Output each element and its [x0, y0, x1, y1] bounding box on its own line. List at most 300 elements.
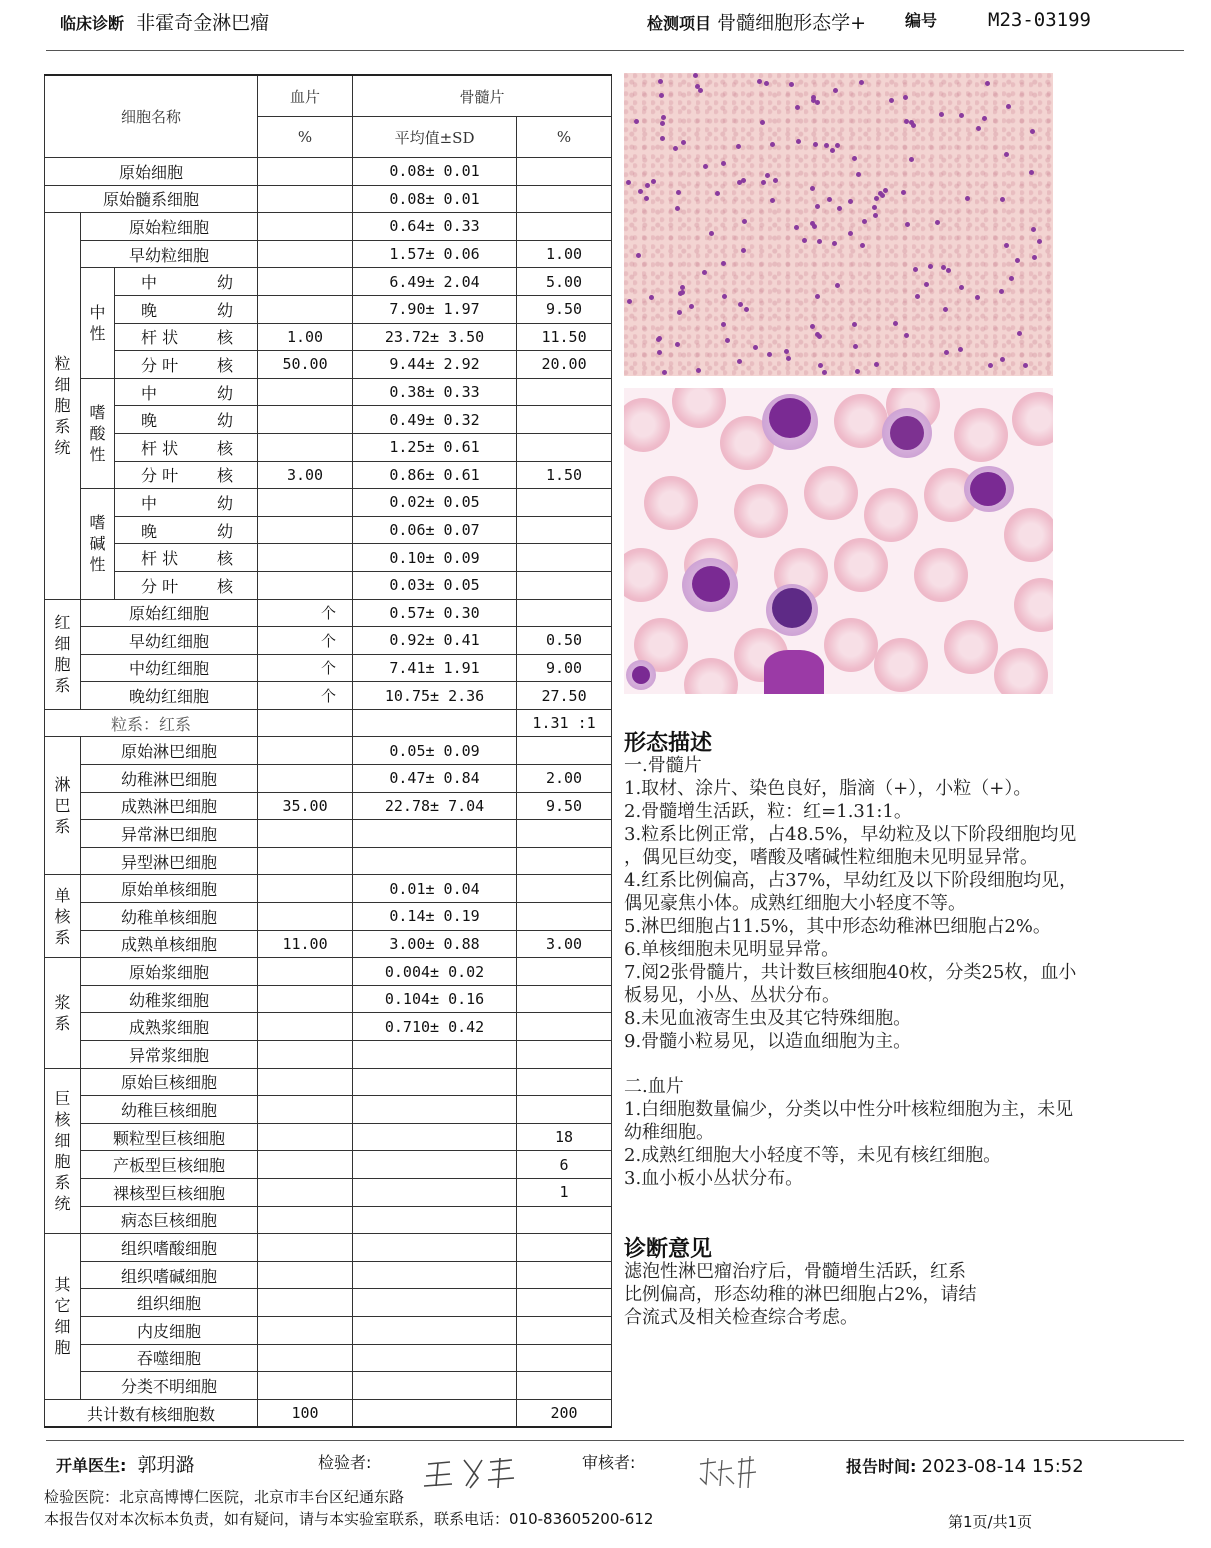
- report-time-value: 2023-08-14 15:52: [921, 1456, 1084, 1477]
- cell-dot: [634, 119, 639, 124]
- cell-dot: [835, 143, 840, 148]
- cell-name: [115, 489, 258, 517]
- marrow-percent: [517, 1234, 612, 1262]
- blood-percent: [258, 958, 353, 986]
- marrow-mean-sd: 0.86± 0.61: [353, 461, 517, 489]
- cell-stage-suffix: 幼: [217, 521, 234, 541]
- table-row: [45, 1372, 612, 1400]
- text-line: 3.血小板小丛状分布。: [624, 1168, 804, 1189]
- text-line: 5.淋巴细胞占11.5%，其中形态幼稚淋巴细胞占2%。: [624, 916, 1051, 937]
- cell-dot: [982, 116, 987, 121]
- blood-percent: [258, 1151, 353, 1179]
- cell-dot: [661, 115, 666, 120]
- cell-dot: [813, 142, 818, 147]
- cell-dot: [657, 350, 662, 355]
- cell-stage: 中: [141, 383, 158, 403]
- marrow-percent: [517, 1344, 612, 1372]
- blood-percent: [258, 1372, 353, 1400]
- cell-dot: [873, 213, 878, 218]
- cell-dot: [681, 140, 686, 145]
- cell-dot: [1017, 331, 1022, 336]
- cell-stage-suffix: 核: [217, 576, 234, 596]
- cell-dot: [802, 238, 807, 243]
- cell-dot: [638, 189, 643, 194]
- cell-name: 异常淋巴细胞: [81, 820, 258, 848]
- marrow-percent: [517, 1289, 612, 1317]
- blood-percent: [258, 1013, 353, 1041]
- text-line: 3.粒系比例正常，占48.5%，早幼粒及以下阶段细胞均见: [624, 824, 1077, 845]
- diagnosis-label: 临床诊断: [60, 14, 125, 33]
- cell-dot: [815, 204, 820, 209]
- marrow-mean-sd: 0.92± 0.41: [353, 627, 517, 655]
- cell-dot: [721, 322, 726, 327]
- marrow-percent: [517, 1316, 612, 1344]
- cell-dot: [1030, 129, 1035, 134]
- table-row: [45, 985, 612, 1013]
- cell-name: 成熟单核细胞: [81, 930, 258, 958]
- marrow-mean-sd: 0.05± 0.09: [353, 737, 517, 765]
- cell-dot: [939, 112, 944, 117]
- cell-name: [115, 295, 258, 323]
- cell-dot: [786, 356, 791, 361]
- cell-dot: [903, 95, 908, 100]
- marrow-percent: 1.50: [517, 461, 612, 489]
- blood-percent: [258, 1316, 353, 1344]
- blood-percent: [258, 1344, 353, 1372]
- table-row: [45, 847, 612, 875]
- cell-dot: [1000, 197, 1005, 202]
- cell-dot: [1006, 104, 1011, 109]
- blood-percent: [258, 240, 353, 268]
- cell-stage-suffix: 核: [217, 355, 234, 375]
- cell-dot: [815, 294, 820, 299]
- marrow-smear-low-power-image: [624, 73, 1053, 376]
- cell-dot: [837, 206, 842, 211]
- table-row: [45, 1261, 612, 1289]
- cell-stage-suffix: 幼: [217, 300, 234, 320]
- header-marrow-percent: %: [517, 117, 612, 158]
- marrow-mean-sd: [353, 1151, 517, 1179]
- cell-dot: [736, 144, 741, 149]
- cell-name: 原始细胞: [45, 158, 258, 186]
- cell-dot: [703, 164, 708, 169]
- marrow-percent: 11.50: [517, 323, 612, 351]
- cell-stage: 杆 状: [141, 328, 179, 348]
- marrow-percent: [517, 489, 612, 517]
- marrow-mean-sd: 0.10± 0.09: [353, 544, 517, 572]
- cell-dot: [676, 190, 681, 195]
- cell-stage: 晚: [141, 521, 158, 541]
- marrow-percent: 2.00: [517, 765, 612, 793]
- cell-dot: [848, 231, 853, 236]
- cell-name: 裸核型巨核细胞: [81, 1178, 258, 1206]
- table-row: [45, 627, 612, 655]
- blood-percent: [258, 1123, 353, 1151]
- cell-dot: [818, 363, 823, 368]
- report-time-label: 报告时间:: [846, 1457, 917, 1476]
- cell-dot: [822, 370, 827, 375]
- cell-stage-suffix: 核: [217, 466, 234, 486]
- marrow-mean-sd: [353, 1289, 517, 1317]
- blood-percent: [258, 709, 353, 737]
- marrow-mean-sd: [353, 1344, 517, 1372]
- cell-dot: [725, 338, 730, 343]
- blood-percent: [258, 1068, 353, 1096]
- cell-dot: [693, 73, 698, 78]
- cell-dot: [721, 161, 726, 166]
- marrow-percent: 9.50: [517, 792, 612, 820]
- cell-stage-suffix: 幼: [217, 273, 234, 293]
- cell-dot: [988, 363, 993, 368]
- cell-dot: [856, 172, 861, 177]
- cell-dot: [944, 350, 949, 355]
- cell-dot: [702, 270, 707, 275]
- blood-percent: [258, 737, 353, 765]
- cell-stage: 晚: [141, 300, 158, 320]
- text-line: 1.白细胞数量偏少，分类以中性分叶核粒细胞为主，未见: [624, 1099, 1074, 1120]
- marrow-percent: [517, 1013, 612, 1041]
- cell-name: 病态巨核细胞: [81, 1206, 258, 1234]
- marrow-percent: [517, 1041, 612, 1069]
- blood-percent: [258, 765, 353, 793]
- marrow-mean-sd: 0.08± 0.01: [353, 185, 517, 213]
- cell-name: 幼稚淋巴细胞: [81, 765, 258, 793]
- table-row: [45, 765, 612, 793]
- marrow-percent: 18: [517, 1123, 612, 1151]
- cell-dot: [722, 294, 727, 299]
- id-label: 编号: [905, 11, 938, 30]
- header-blood: 血片: [258, 75, 353, 117]
- marrow-mean-sd: 10.75± 2.36: [353, 682, 517, 710]
- cell-name: 原始巨核细胞: [81, 1068, 258, 1096]
- morphology-title: 形态描述: [624, 730, 713, 756]
- cell-name: 原始粒细胞: [81, 213, 258, 241]
- cell-name: 内皮细胞: [81, 1316, 258, 1344]
- table-row: [45, 709, 612, 737]
- blood-heading: 二.血片: [624, 1076, 684, 1097]
- cell-dot: [943, 307, 948, 312]
- cell-dot: [636, 253, 641, 258]
- marrow-mean-sd: [353, 709, 517, 737]
- marrow-mean-sd: 9.44± 2.92: [353, 351, 517, 379]
- cell-dot: [852, 156, 857, 161]
- cell-stage: 杆 状: [141, 438, 179, 458]
- table-row: [45, 1206, 612, 1234]
- unit-label: 个: [258, 654, 353, 682]
- table-row: [45, 516, 612, 544]
- cell-dot: [848, 199, 853, 204]
- marrow-mean-sd: 1.57± 0.06: [353, 240, 517, 268]
- cell-dot: [959, 113, 964, 118]
- cell-dot: [1037, 239, 1042, 244]
- cell-name: 晚幼红细胞: [81, 682, 258, 710]
- table-row: [45, 903, 612, 931]
- marrow-mean-sd: 0.38± 0.33: [353, 378, 517, 406]
- blood-percent: [258, 516, 353, 544]
- cell-dot: [901, 190, 906, 195]
- cell-name: 成熟浆细胞: [81, 1013, 258, 1041]
- cell-dot: [656, 337, 661, 342]
- cell-dot: [770, 198, 775, 203]
- marrow-percent: 3.00: [517, 930, 612, 958]
- marrow-mean-sd: [353, 1068, 517, 1096]
- cell-dot: [764, 81, 769, 86]
- table-row: [45, 378, 612, 406]
- table-row: [45, 1178, 612, 1206]
- table-row: [45, 1344, 612, 1372]
- blood-percent: [258, 406, 353, 434]
- header-cell-name: 细胞名称: [45, 75, 258, 158]
- cell-dot: [737, 359, 742, 364]
- marrow-percent: 1.00: [517, 240, 612, 268]
- reviewer-label: 审核者:: [582, 1453, 636, 1472]
- blood-percent: [258, 544, 353, 572]
- marrow-percent: [517, 433, 612, 461]
- marrow-percent: [517, 1206, 612, 1234]
- header-mean-sd: 平均值±SD: [353, 117, 517, 158]
- marrow-mean-sd: 0.64± 0.33: [353, 213, 517, 241]
- cell-stage: 分 叶: [141, 576, 179, 596]
- table-row: [45, 1151, 612, 1179]
- disclaimer-line: 本报告仅对本次标本负责，如有疑问，请与本实验室联系，联系电话：010-83605200-612: [44, 1510, 654, 1528]
- cell-dot: [904, 119, 909, 124]
- cell-name: 颗粒型巨核细胞: [81, 1123, 258, 1151]
- cell-name: 粒系：红系: [45, 709, 258, 737]
- cell-dot: [924, 282, 929, 287]
- blood-percent: [258, 489, 353, 517]
- footer-divider: [46, 1440, 1184, 1441]
- cell-name: 分类不明细胞: [81, 1372, 258, 1400]
- marrow-percent: [517, 544, 612, 572]
- text-line: 7.阅2张骨髓片，共计数巨核细胞40枚，分类25枚，血小: [624, 962, 1077, 983]
- marrow-percent: [517, 185, 612, 213]
- cell-name: 成熟淋巴细胞: [81, 792, 258, 820]
- marrow-percent: [517, 158, 612, 186]
- cell-dot: [753, 345, 758, 350]
- cell-dot: [965, 196, 970, 201]
- cell-dot: [1031, 227, 1036, 232]
- cell-dot: [709, 231, 714, 236]
- hospital-line: 检验医院：北京高博博仁医院，北京市丰台区纪通东路: [44, 1488, 405, 1506]
- cell-name: [115, 378, 258, 406]
- marrow-percent: [517, 599, 612, 627]
- cell-dot: [741, 248, 746, 253]
- cell-name: 幼稚单核细胞: [81, 903, 258, 931]
- cell-dot: [765, 173, 770, 178]
- cell-dot: [741, 178, 746, 183]
- marrow-mean-sd: [353, 847, 517, 875]
- diagnosis-value: 非霍奇金淋巴瘤: [136, 12, 270, 34]
- cell-dot: [872, 205, 877, 210]
- cell-dot: [999, 289, 1004, 294]
- marrow-percent: [517, 378, 612, 406]
- marrow-mean-sd: 6.49± 2.04: [353, 268, 517, 296]
- text-line: 9.骨髓小粒易见，以造血细胞为主。: [624, 1031, 912, 1052]
- cell-dot: [878, 191, 883, 196]
- cell-dot: [810, 221, 815, 226]
- cell-dot: [1015, 258, 1020, 263]
- table-row: [45, 820, 612, 848]
- cell-dot: [696, 368, 701, 373]
- marrow-mean-sd: 0.03± 0.05: [353, 571, 517, 599]
- cell-dot: [976, 126, 981, 131]
- cell-dot: [658, 79, 663, 84]
- cell-dot: [975, 295, 980, 300]
- cell-dot: [689, 304, 694, 309]
- blood-percent: 11.00: [258, 930, 353, 958]
- text-line: 4.红系比例偏高，占37%，早幼红及以下阶段细胞均见，: [624, 870, 1078, 891]
- table-row: [45, 544, 612, 572]
- marrow-mean-sd: 0.47± 0.84: [353, 765, 517, 793]
- marrow-percent: [517, 571, 612, 599]
- marrow-mean-sd: 0.02± 0.05: [353, 489, 517, 517]
- marrow-mean-sd: [353, 1123, 517, 1151]
- subgroup-basophil: 嗜碱性: [81, 489, 115, 599]
- cell-dot: [941, 265, 946, 270]
- table-row: [45, 213, 612, 241]
- blood-percent: [258, 378, 353, 406]
- cell-name: [115, 268, 258, 296]
- cell-dot: [959, 285, 964, 290]
- marrow-percent: 1: [517, 1178, 612, 1206]
- cell-dot: [958, 347, 963, 352]
- table-row: [45, 1234, 612, 1262]
- text-line: 滤泡性淋巴瘤治疗后，骨髓增生活跃，红系: [624, 1261, 966, 1282]
- doctor-value: 郭玥潞: [137, 1454, 195, 1476]
- cell-stage-suffix: 幼: [217, 411, 234, 431]
- marrow-percent: 20.00: [517, 351, 612, 379]
- cell-dot: [796, 139, 801, 144]
- marrow-mean-sd: [353, 1399, 517, 1427]
- cell-dot: [946, 268, 951, 273]
- cell-dot: [928, 264, 933, 269]
- marrow-smear-high-power-image: [624, 388, 1053, 694]
- cell-dot: [698, 88, 703, 93]
- cell-stage: 分 叶: [141, 466, 179, 486]
- blood-percent: [258, 571, 353, 599]
- cell-name: 早幼粒细胞: [81, 240, 258, 268]
- table-row: [45, 1399, 612, 1427]
- marrow-percent: [517, 737, 612, 765]
- text-line: 2.骨髓增生活跃，粒：红=1.31:1。: [624, 801, 912, 822]
- cell-dot: [909, 157, 914, 162]
- doctor-field: [56, 1450, 195, 1477]
- table-row: [45, 489, 612, 517]
- cell-dot: [659, 93, 664, 98]
- marrow-percent: 5.00: [517, 268, 612, 296]
- table-row: [45, 958, 612, 986]
- cell-dot: [852, 322, 857, 327]
- cell-dot: [651, 179, 656, 184]
- cell-dot: [680, 290, 685, 295]
- cell-dot: [811, 98, 816, 103]
- blood-percent: [258, 268, 353, 296]
- table-row: [45, 571, 612, 599]
- cell-name: 吞噬细胞: [81, 1344, 258, 1372]
- cell-dot: [905, 222, 910, 227]
- cell-dot: [915, 294, 920, 299]
- text-line: 6.单核细胞未见明显异常。: [624, 939, 840, 960]
- table-row: [45, 792, 612, 820]
- morphology-text: [624, 754, 1077, 1053]
- subgroup-eosinophil: 嗜酸性: [81, 378, 115, 488]
- cell-dot: [675, 342, 680, 347]
- unit-label: 个: [258, 682, 353, 710]
- marrow-percent: [517, 1372, 612, 1400]
- cell-stage-suffix: 核: [217, 549, 234, 569]
- blood-percent: 1.00: [258, 323, 353, 351]
- cell-dot: [645, 183, 650, 188]
- marrow-mean-sd: [353, 1178, 517, 1206]
- table-row: [45, 1123, 612, 1151]
- table-row: [45, 268, 612, 296]
- text-line: 板易见，小丛、丛状分布。: [624, 985, 840, 1006]
- blood-percent: [258, 1041, 353, 1069]
- table-row: [45, 599, 612, 627]
- blood-percent: [258, 1234, 353, 1262]
- table-row: [45, 295, 612, 323]
- cell-dot: [853, 344, 858, 349]
- blood-smear-text: [624, 1075, 1073, 1190]
- page-info: 第1页/共1页: [948, 1513, 1033, 1531]
- cell-name: [115, 461, 258, 489]
- marrow-mean-sd: [353, 1234, 517, 1262]
- cell-stage: 中: [141, 273, 158, 293]
- blood-percent: [258, 1289, 353, 1317]
- cell-dot: [1009, 276, 1014, 281]
- marrow-percent: [517, 903, 612, 931]
- cell-name: [115, 433, 258, 461]
- marrow-percent: [517, 820, 612, 848]
- cell-dot: [855, 369, 860, 374]
- cell-dot: [1029, 170, 1034, 175]
- group-other: 其它细胞: [45, 1234, 81, 1400]
- cell-dot: [649, 295, 654, 300]
- cell-dot: [904, 333, 909, 338]
- cell-dot: [860, 243, 865, 248]
- marrow-mean-sd: 0.08± 0.01: [353, 158, 517, 186]
- diagnosis-title: 诊断意见: [624, 1236, 713, 1262]
- blood-percent: [258, 1261, 353, 1289]
- cell-dot: [761, 180, 766, 185]
- marrow-percent: [517, 847, 612, 875]
- blood-percent: [258, 295, 353, 323]
- marrow-percent: 1.31 :1: [517, 709, 612, 737]
- cell-dot: [835, 283, 840, 288]
- marrow-mean-sd: 0.57± 0.30: [353, 599, 517, 627]
- cell-dot: [673, 146, 678, 151]
- cell-name: 早幼红细胞: [81, 627, 258, 655]
- cell-dot: [770, 142, 775, 147]
- table-row: [45, 1289, 612, 1317]
- cell-name: 原始淋巴细胞: [81, 737, 258, 765]
- cell-dot: [795, 105, 800, 110]
- table-row: [45, 654, 612, 682]
- reviewer-signature: [696, 1454, 760, 1492]
- table-row: [45, 1013, 612, 1041]
- cell-dot: [911, 123, 916, 128]
- cell-name: 中幼红细胞: [81, 654, 258, 682]
- marrow-percent: 0.50: [517, 627, 612, 655]
- cell-dot: [626, 180, 631, 185]
- cell-dot: [883, 188, 888, 193]
- cell-dot: [695, 84, 700, 89]
- text-line: 2.成熟红细胞大小轻度不等，未见有核红细胞。: [624, 1145, 1002, 1166]
- marrow-percent: [517, 985, 612, 1013]
- cell-name: 共计数有核细胞数: [45, 1399, 258, 1427]
- cell-dot: [789, 82, 794, 87]
- marrow-percent: 9.50: [517, 295, 612, 323]
